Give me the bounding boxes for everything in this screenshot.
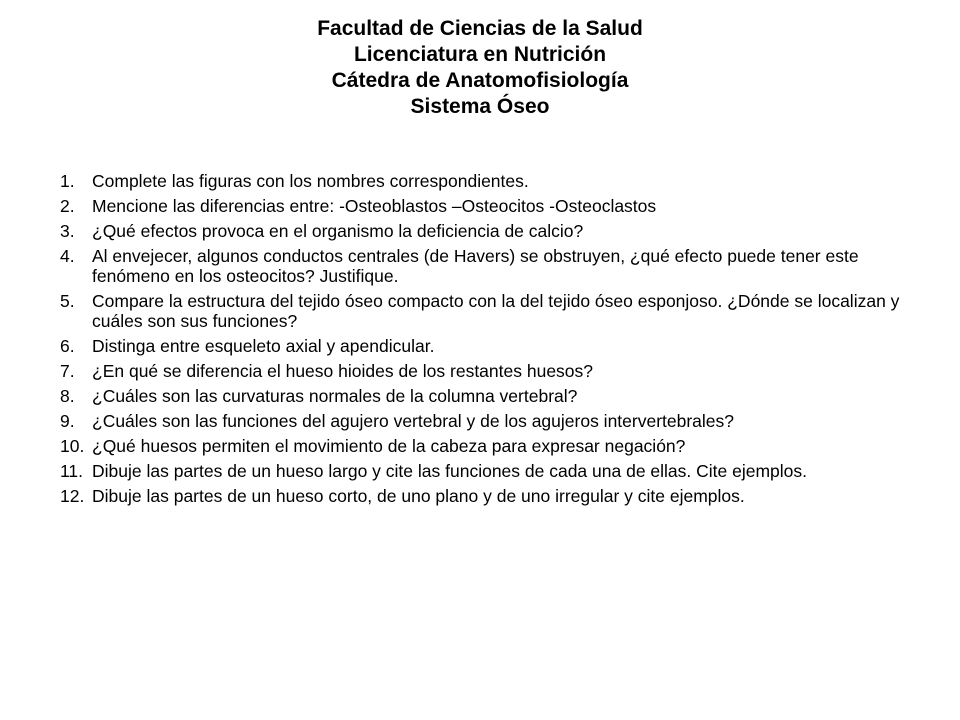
document-header (0, 16, 960, 120)
item-text: ¿En qué se diferencia el hueso hioides de los restantes huesos? (92, 361, 594, 381)
question-list (60, 171, 910, 511)
item-text: Compare la estructura del tejido óseo compacto con la del tejido óseo esponjoso. ¿Dónde se localizan y cuáles son sus funciones? (92, 291, 900, 331)
item-number: 10. (60, 436, 85, 456)
item-number: 8. (60, 386, 75, 406)
item-text: ¿Cuáles son las funciones del agujero vertebral y de los agujeros intervertebrales? (92, 411, 735, 431)
list-item (60, 336, 910, 356)
item-number: 12. (60, 486, 85, 506)
item-number: 1. (60, 171, 75, 191)
item-number: 7. (60, 361, 75, 381)
item-number: 3. (60, 221, 75, 241)
item-text: Mencione las diferencias entre: -Osteoblastos –Osteocitos -Osteoclastos (92, 196, 657, 216)
list-item (60, 411, 910, 431)
degree-title: Licenciatura en Nutrición (353, 43, 607, 66)
item-number: 4. (60, 246, 75, 266)
item-text: Al envejecer, algunos conductos centrales (de Havers) se obstruyen, ¿qué efecto puede tener este fenómeno en los osteocitos? Justifique. (92, 246, 859, 286)
list-item (60, 486, 910, 506)
faculty-title: Facultad de Ciencias de la Salud (317, 17, 643, 40)
list-item (60, 221, 910, 241)
item-number: 2. (60, 196, 75, 216)
item-text: Complete las figuras con los nombres correspondientes. (92, 171, 529, 191)
item-text: Dibuje las partes de un hueso corto, de uno plano y de uno irregular y cite ejemplos. (92, 486, 745, 506)
item-number: 11. (60, 461, 84, 481)
list-item (60, 361, 910, 381)
topic-title: Sistema Óseo (410, 95, 550, 118)
item-number: 5. (60, 291, 75, 311)
list-item (60, 386, 910, 406)
item-text: Distinga entre esqueleto axial y apendicular. (92, 336, 435, 356)
item-number: 6. (60, 336, 75, 356)
item-text: ¿Qué efectos provoca en el organismo la deficiencia de calcio? (92, 221, 584, 241)
item-text: ¿Cuáles son las curvaturas normales de la columna vertebral? (92, 386, 578, 406)
list-item (60, 171, 910, 191)
list-item (60, 196, 910, 216)
list-item (60, 436, 910, 456)
list-item (60, 291, 910, 331)
list-item (60, 461, 910, 481)
list-item (60, 246, 910, 286)
chair-title: Cátedra de Anatomofisiología (331, 69, 629, 92)
item-text: Dibuje las partes de un hueso largo y cite las funciones de cada una de ellas. Cite ejemplos. (92, 461, 808, 481)
item-number: 9. (60, 411, 75, 431)
item-text: ¿Qué huesos permiten el movimiento de la cabeza para expresar negación? (92, 436, 686, 456)
